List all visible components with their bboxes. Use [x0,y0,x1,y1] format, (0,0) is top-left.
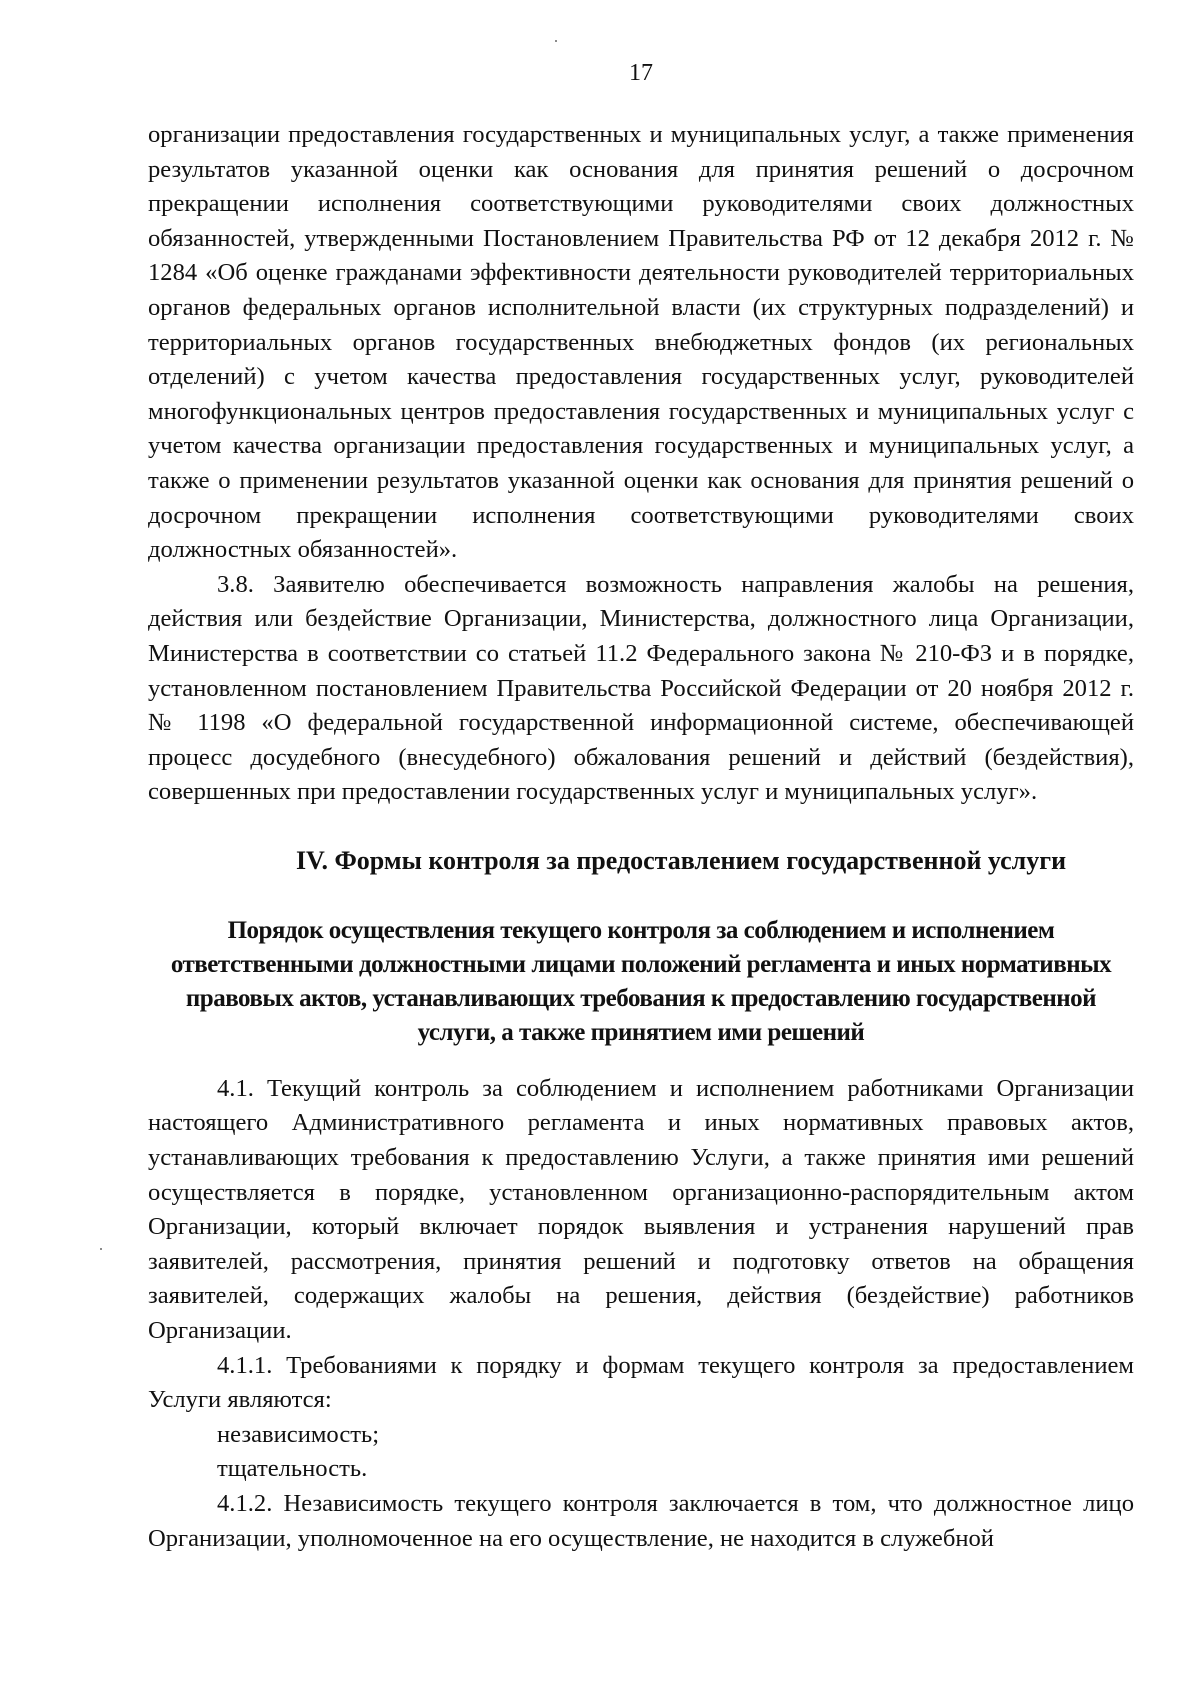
subsection-title: Порядок осуществления текущего контроля за соблюдением и исполнением ответственными должностными лицами положений регламента и иных нормативных правовых актов, устанавливающих требования к предоставлению государственной услуги, а также принятием ими решений [170,916,1112,1046]
scan-speck [555,40,557,42]
paragraph-continuation: организации предоставления государственных и муниципальных услуг, а также применения результатов указанной оценки как основания для принятия решений о досрочном прекращении исполнения соответствующими руководителями своих должностных обязанностей, утвержденными Постановлением Правительства РФ от 12 декабря 2012 г. № 1284 «Об оценке гражданами эффективности деятельности руководителей территориальных органов федеральных органов исполнительной власти (их структурных подразделений) и территориальных органов государственных внебюджетных фондов (их региональных отделений) с учетом качества предоставления государственных услуг, руководителей многофункциональных центров предоставления государственных и муниципальных услуг с учетом качества организации предоставления государственных и муниципальных услуг, а также о применении результатов указанной оценки как основания для принятия решений о досрочном прекращении исполнения соответствующими руководителями своих должностных обязанностей». [148,121,1134,564]
paragraph-4-1-1: 4.1.1. Требованиями к порядку и формам текущего контроля за предоставлением Услуги являются: [148,1351,1134,1414]
paragraph-3-8: 3.8. Заявителю обеспечивается возможность направления жалобы на решения, действия или бездействие Организации, Министерства, должностного лица Организации, Министерства в соответствии со статьей 11.2 Федерального закона № 210-ФЗ и в порядке, установленном постановлением Правительства Российской Федерации от 20 ноября 2012 г. № 1198 «О федеральной государственной информационной системе, обеспечивающей процесс досудебного (внесудебного) обжалования решений и действий (бездействия), совершенных при предоставлении государственных услуг и муниципальных услуг». [148,570,1134,806]
list-item-independence: независимость; [217,1420,380,1448]
paragraph-4-1-2: 4.1.2. Независимость текущего контроля заключается в том, что должностное лицо Организации, уполномоченное на его осуществление, не находится в служебной [148,1490,1134,1552]
page-content [148,118,1134,1556]
list-item-thoroughness: тщательность. [217,1455,368,1483]
paragraph-4-1: 4.1. Текущий контроль за соблюдением и исполнением работниками Организации настоящего Административного регламента и иных нормативных правовых актов, устанавливающих требования к предоставлению Услуги, а также принятия ими решений осуществляется в порядке, установленном организационно-распорядительным актом Организации, который включает порядок выявления и устранения нарушений прав заявителей, рассмотрения, принятия решений и подготовку ответов на обращения заявителей, содержащих жалобы на решения, действия (бездействие) работников Организации. [148,1074,1134,1345]
document-page [148,0,1134,1696]
page-number: 17 [629,60,653,86]
section-title: IV. Формы контроля за предоставлением государственной услуги [295,845,1067,875]
scan-speck [100,1248,102,1250]
